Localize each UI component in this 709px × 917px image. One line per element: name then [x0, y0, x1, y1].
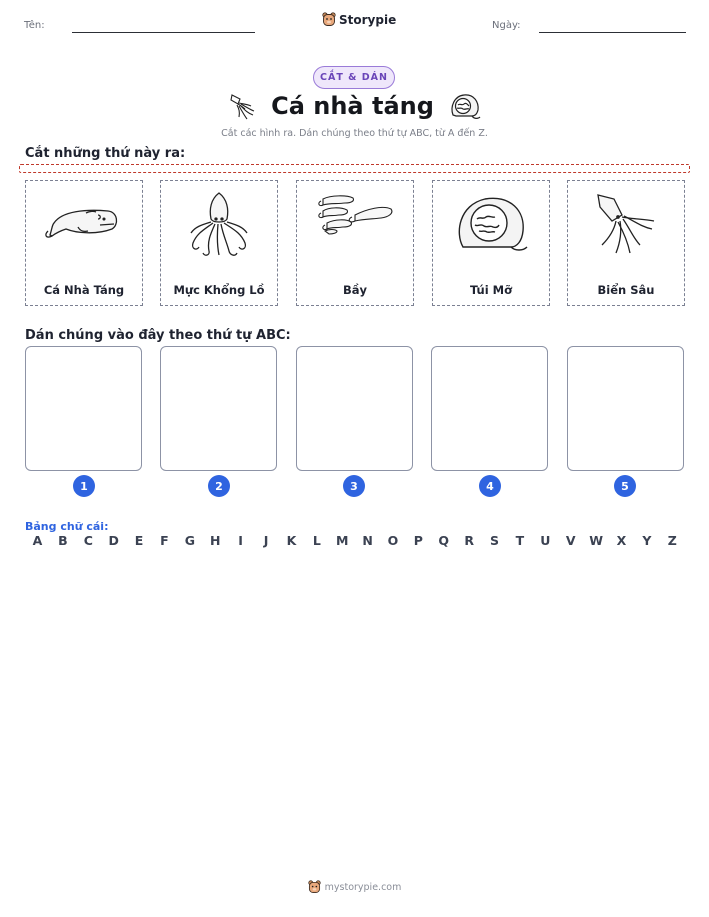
- alphabet-letter: O: [387, 533, 399, 548]
- alphabet-letter: I: [238, 533, 243, 548]
- card-label: Bầy: [342, 283, 368, 297]
- paste-box-1[interactable]: [25, 346, 142, 471]
- date-label: Ngày:: [492, 20, 521, 31]
- card-label: Mực Khổng Lồ: [173, 283, 265, 297]
- alphabet-letter: C: [83, 533, 93, 548]
- title-row: [0, 88, 709, 124]
- paste-box-3[interactable]: [296, 346, 413, 471]
- alphabet-label: Bảng chữ cái:: [25, 520, 109, 533]
- spermaceti-organ-icon: [433, 189, 549, 259]
- date-line[interactable]: [539, 32, 686, 33]
- alphabet-row: [25, 533, 685, 548]
- whale-pod-icon: [297, 189, 413, 259]
- number-badge-2: 2: [208, 475, 230, 497]
- alphabet-letter: X: [616, 533, 627, 548]
- deep-sea-squid-icon: [568, 189, 684, 259]
- spermaceti-icon: [448, 91, 482, 121]
- paste-heading: Dán chúng vào đây theo thứ tự ABC:: [25, 328, 291, 343]
- number-badge-5: 5: [614, 475, 636, 497]
- alphabet-letter: A: [32, 533, 43, 548]
- squid-icon: [227, 91, 257, 121]
- storypie-bear-icon: [322, 12, 336, 27]
- activity-badge: CẮT & DÁN: [313, 66, 395, 89]
- instructions: Cắt các hình ra. Dán chúng theo thứ tự ABC, từ A đến Z.: [221, 128, 488, 139]
- alphabet-letter: V: [565, 533, 576, 548]
- alphabet-letter: E: [134, 533, 144, 548]
- page-title: Cá nhà táng: [271, 92, 434, 120]
- alphabet-letter: N: [362, 533, 373, 548]
- alphabet-letter: L: [312, 533, 321, 548]
- alphabet-letter: W: [589, 533, 603, 548]
- alphabet-letter: G: [184, 533, 195, 548]
- alphabet-letter: M: [335, 533, 349, 548]
- alphabet-letter: Y: [642, 533, 652, 548]
- card-label: Biển Sâu: [597, 283, 655, 297]
- alphabet-letter: T: [515, 533, 525, 548]
- name-label: Tên:: [24, 20, 45, 31]
- alphabet-letter: Z: [667, 533, 677, 548]
- number-badge-1: 1: [73, 475, 95, 497]
- alphabet-letter: D: [108, 533, 119, 548]
- brand-name: Storypie: [339, 12, 397, 27]
- card-label: Cá Nhà Táng: [43, 283, 125, 297]
- cut-card-4[interactable]: [432, 180, 550, 306]
- number-badge-3: 3: [343, 475, 365, 497]
- alphabet-letter: U: [540, 533, 551, 548]
- alphabet-letter: J: [263, 533, 269, 548]
- alphabet-letter: P: [413, 533, 423, 548]
- alphabet-letter: S: [490, 533, 500, 548]
- giant-squid-icon: [161, 189, 277, 259]
- footer: [0, 880, 709, 894]
- cut-heading: Cắt những thứ này ra:: [25, 146, 186, 161]
- cut-card-3[interactable]: [296, 180, 414, 306]
- storypie-bear-icon: [308, 880, 321, 894]
- name-line[interactable]: [72, 32, 255, 33]
- paste-box-4[interactable]: [431, 346, 548, 471]
- cut-line: [19, 164, 690, 173]
- cut-card-1[interactable]: [25, 180, 143, 306]
- alphabet-letter: B: [58, 533, 68, 548]
- sperm-whale-icon: [26, 189, 142, 259]
- alphabet-letter: F: [160, 533, 169, 548]
- alphabet-letter: Q: [438, 533, 450, 548]
- paste-box-5[interactable]: [567, 346, 684, 471]
- brand-logo: [322, 12, 396, 27]
- cut-card-5[interactable]: [567, 180, 685, 306]
- card-label: Túi Mỡ: [469, 283, 513, 297]
- alphabet-letter: H: [210, 533, 221, 548]
- number-badge-4: 4: [479, 475, 501, 497]
- alphabet-letter: R: [464, 533, 474, 548]
- footer-site: mystorypie.com: [324, 881, 402, 893]
- paste-box-2[interactable]: [160, 346, 277, 471]
- cut-card-2[interactable]: [160, 180, 278, 306]
- alphabet-letter: K: [286, 533, 297, 548]
